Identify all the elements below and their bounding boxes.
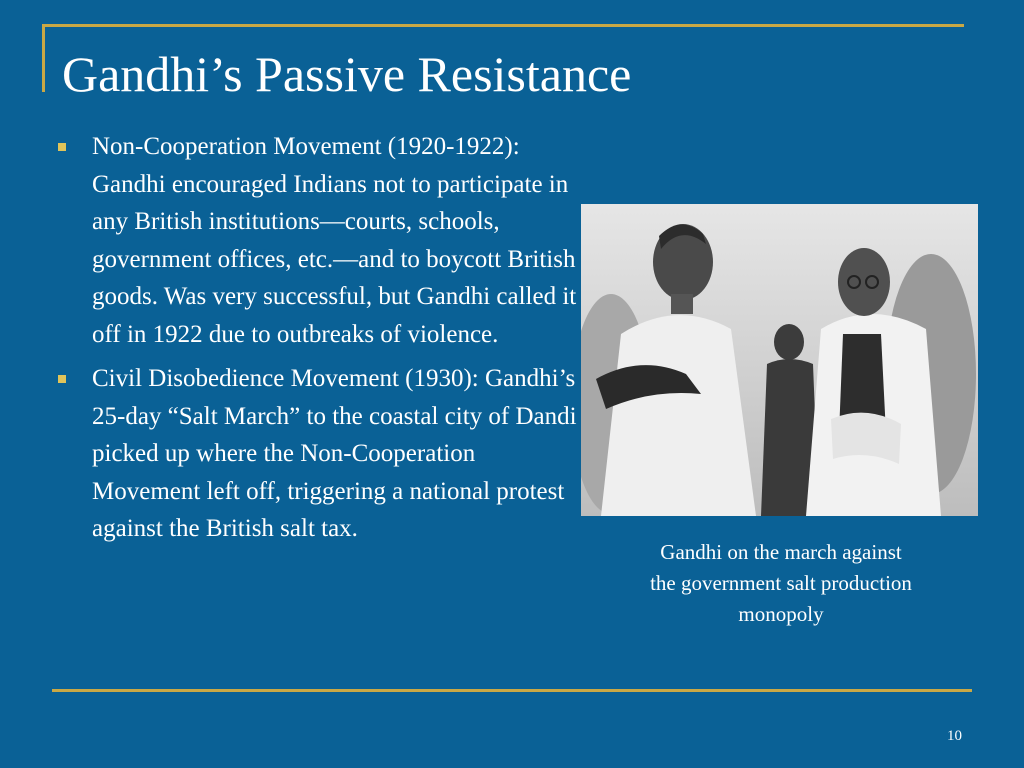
bottom-divider bbox=[52, 689, 972, 692]
bullet-list bbox=[56, 128, 580, 555]
bullet-text: Civil Disobedience Movement (1930): Gandhi’s 25-day “Salt March” to the coastal city of Dandi picked up where the Non-Cooperation Movement left off, triggering a national protest against the British salt tax. bbox=[92, 365, 577, 542]
title-side-divider bbox=[42, 24, 45, 92]
square-bullet-icon bbox=[58, 375, 66, 383]
bullet-text: Non-Cooperation Movement (1920-1922): Gandhi encouraged Indians not to participate in any British institutions—courts, schools, government offices, etc.—and to boycott British goods. Was very successful, but Gandhi called it off in 1922 due to outbreaks of violence. bbox=[92, 133, 577, 348]
caption-line: Gandhi on the march against bbox=[660, 540, 902, 564]
photo-caption bbox=[600, 537, 962, 630]
bullet-item bbox=[56, 128, 580, 353]
caption-line: monopoly bbox=[738, 602, 824, 626]
page-number: 10 bbox=[947, 728, 962, 744]
bullet-item bbox=[56, 360, 580, 548]
photo-illustration bbox=[581, 204, 978, 516]
slide-title: Gandhi’s Passive Resistance bbox=[62, 46, 632, 102]
caption-line: the government salt production bbox=[650, 571, 912, 595]
square-bullet-icon bbox=[58, 143, 66, 151]
top-divider bbox=[42, 24, 964, 27]
salt-march-photo bbox=[581, 204, 978, 516]
